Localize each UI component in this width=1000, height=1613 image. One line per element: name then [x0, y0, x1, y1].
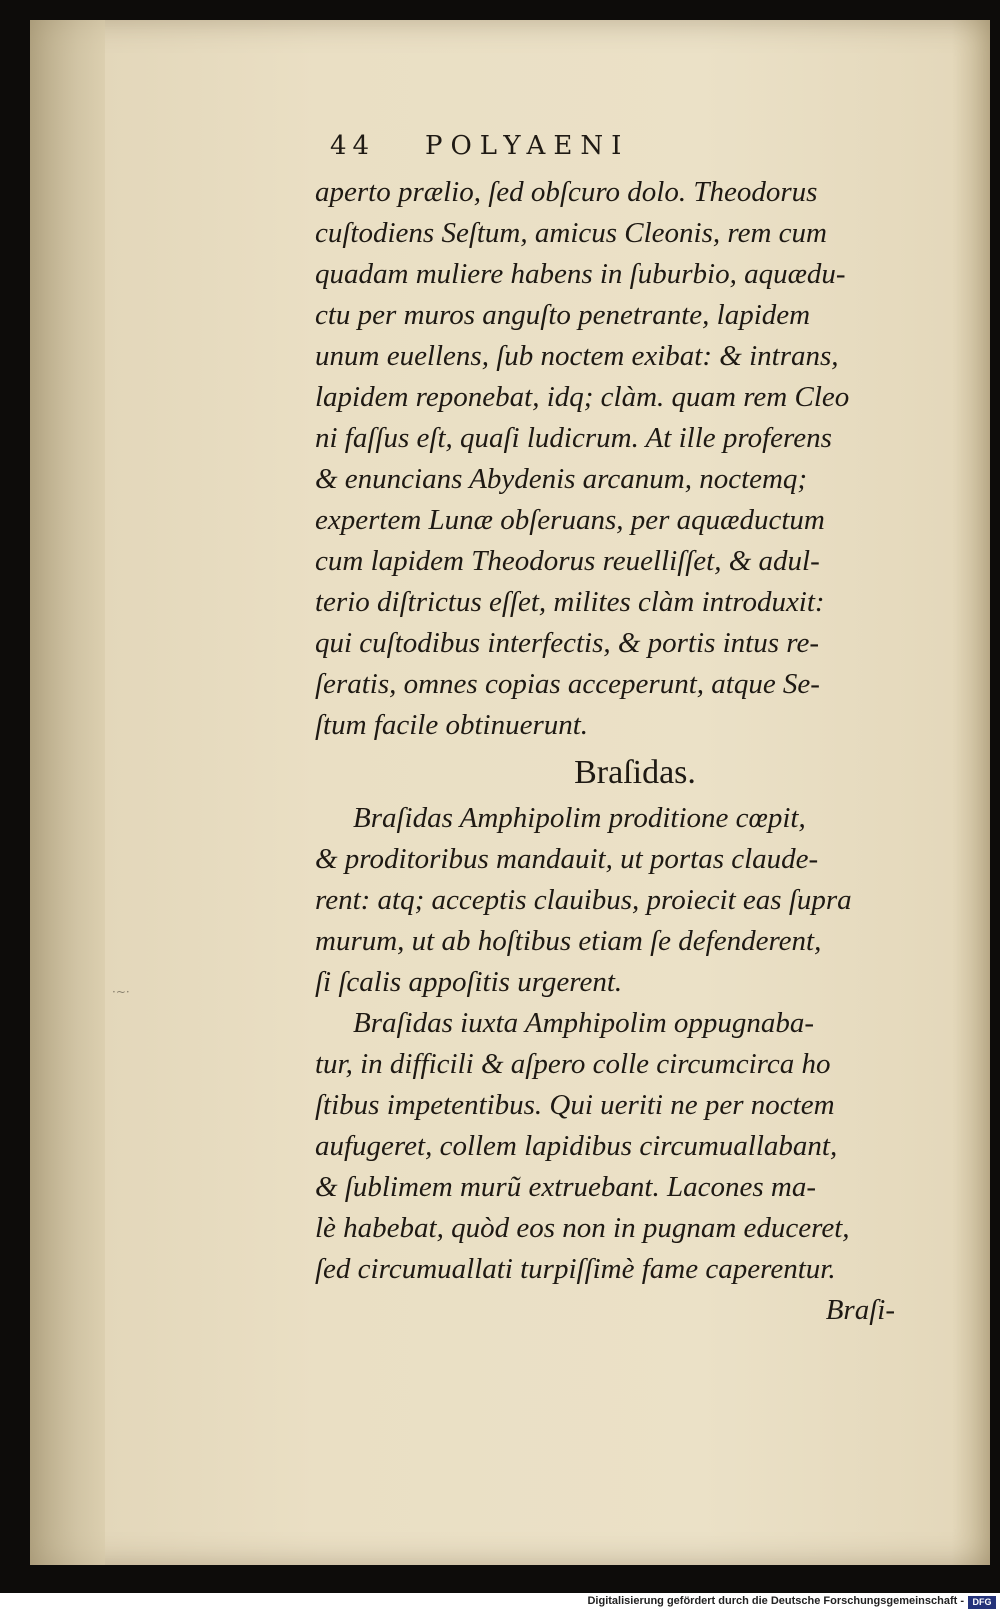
footer-bar — [0, 1593, 1000, 1613]
text-line: ni faſſus eſt, quaſi ludicrum. At ille proferens — [315, 422, 832, 454]
text-line: ſtum facile obtinuerunt. — [315, 709, 589, 741]
text-line: expertem Lunæ obſeruans, per aquæductum — [315, 504, 825, 536]
text-line: lè habebat, quòd eos non in pugnam educeret, — [315, 1212, 850, 1244]
text-line: ſi ſcalis appoſitis urgerent. — [315, 966, 623, 998]
text-line: cuſtodiens Seſtum, amicus Cleonis, rem cum — [315, 217, 827, 249]
text-line: ſtibus impetentibus. Qui ueriti ne per noctem — [315, 1089, 835, 1121]
text-line: murum, ut ab hoſtibus etiam ſe defenderent, — [315, 925, 822, 957]
catchword: Braſi- — [825, 1294, 895, 1326]
page-gutter — [30, 20, 105, 1565]
text-line: rent: atq; acceptis clauibus, proiecit eas ſupra — [315, 884, 852, 916]
text-line: Braſidas iuxta Amphipolim oppugnaba- — [353, 1007, 815, 1039]
text-line: aufugeret, collem lapidibus circumuallabant, — [315, 1130, 838, 1162]
section-heading: Braſidas. — [574, 754, 696, 791]
text-line: lapidem reponebat, idq; clàm. quam rem Cleo — [315, 381, 850, 413]
margin-mark: ·~· — [112, 985, 130, 999]
text-line: & enuncians Abydenis arcanum, noctemq; — [315, 463, 808, 495]
text-line: cum lapidem Theodorus reuelliſſet, & adul- — [315, 545, 820, 577]
text-line: terio diſtrictus eſſet, milites clàm introduxit: — [315, 586, 825, 618]
text-line: & ſublimem murũ extruebant. Lacones ma- — [315, 1171, 816, 1203]
text-line: Braſidas Amphipolim proditione cœpit, — [353, 802, 806, 834]
running-title: POLYAENI — [425, 131, 630, 161]
paragraph-2 — [315, 798, 915, 1003]
text-line: & proditoribus mandauit, ut portas claude- — [315, 843, 819, 875]
paragraph-1 — [315, 172, 915, 746]
body-text — [315, 172, 915, 1331]
footer-credit: Digitalisierung gefördert durch die Deutsche Forschungsgemeinschaft - — [587, 1595, 964, 1607]
text-line: ctu per muros anguſto penetrante, lapidem — [315, 299, 811, 331]
text-line: ſeratis, omnes copias acceperunt, atque Se- — [315, 668, 820, 700]
dfg-logo: DFG — [968, 1596, 996, 1609]
text-line: qui cuſtodibus interfectis, & portis intus re- — [315, 627, 819, 659]
paragraph-3 — [315, 1003, 915, 1290]
text-line: quadam muliere habens in ſuburbio, aquædu- — [315, 258, 846, 290]
text-line: unum euellens, ſub noctem exibat: & intrans, — [315, 340, 839, 372]
text-line: aperto prælio, ſed obſcuro dolo. Theodorus — [315, 176, 818, 208]
text-line: tur, in difficili & aſpero colle circumcirca ho — [315, 1048, 831, 1080]
text-line: ſed circumuallati turpiſſimè fame caperentur. — [315, 1253, 836, 1285]
page-header — [330, 131, 920, 171]
page-number: 44 — [330, 131, 376, 161]
